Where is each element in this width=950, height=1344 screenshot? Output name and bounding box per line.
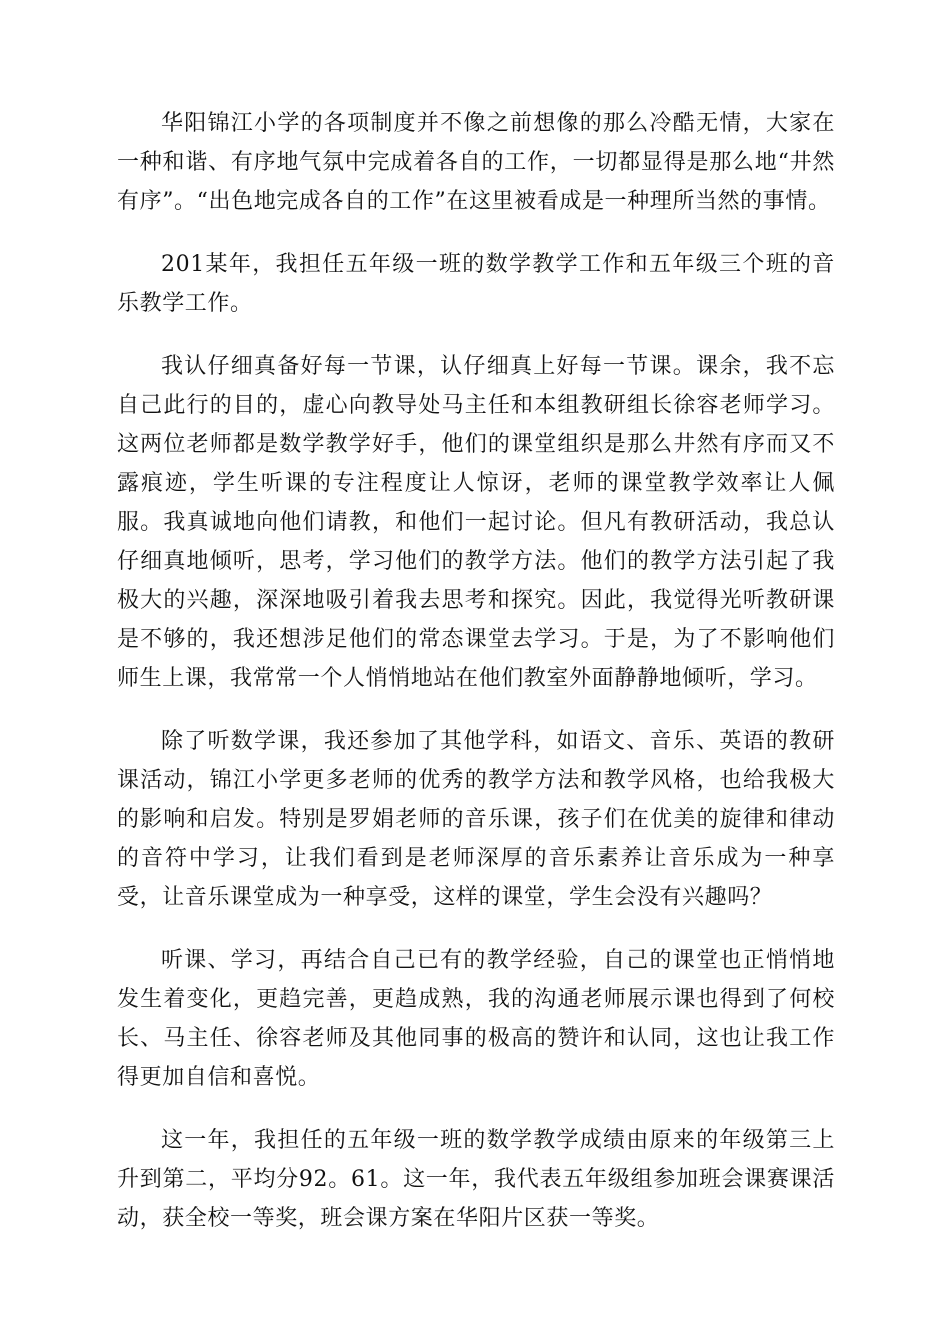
paragraph-5: 听课、学习，再结合自己已有的教学经验，自己的课堂也正悄悄地发生着变化，更趋完善，更趋成熟，我的沟通老师展示课也得到了何校长、马主任、徐容老师及其他同事的极高的赞许和认同，这也让我工作得更加自信和喜悦。 <box>117 948 835 1090</box>
paragraph-6: 这一年，我担任的五年级一班的数学教学成绩由原来的年级第三上升到第二，平均分92。61。这一年，我代表五年级组参加班会课赛课活动，获全校一等奖，班会课方案在华阳片区获一等奖。 <box>117 1128 835 1231</box>
document-body <box>117 104 835 1262</box>
paragraph-4: 除了听数学课，我还参加了其他学科，如语文、音乐、英语的教研课活动，锦江小学更多老师的优秀的教学方法和教学风格，也给我极大的影响和启发。特别是罗娟老师的音乐课，孩子们在优美的旋律和律动的音符中学习，让我们看到是老师深厚的音乐素养让音乐成为一种享受，让音乐课堂成为一种享受，这样的课堂，学生会没有兴趣吗？ <box>117 729 835 910</box>
paragraph-2: 201某年，我担任五年级一班的数学教学工作和五年级三个班的音乐教学工作。 <box>117 252 835 316</box>
paragraph-1: 华阳锦江小学的各项制度并不像之前想像的那么冷酷无情，大家在一种和谐、有序地气氛中完成着各自的工作，一切都显得是那么地“井然有序”。“出色地完成各自的工作”在这里被看成是一种理所当然的事情。 <box>117 111 835 214</box>
paragraph-3: 我认仔细真备好每一节课，认仔细真上好每一节课。课余，我不忘自己此行的目的，虚心向教导处马主任和本组教研组长徐容老师学习。这两位老师都是数学教学好手，他们的课堂组织是那么井然有序而又不露痕迹，学生听课的专注程度让人惊讶，老师的课堂教学效率让人佩服。我真诚地向他们请教，和他们一起讨论。但凡有教研活动，我总认仔细真地倾听，思考，学习他们的教学方法。他们的教学方法引起了我极大的兴趣，深深地吸引着我去思考和探究。因此，我觉得光听教研课是不够的，我还想涉足他们的常态课堂去学习。于是，为了不影响他们师生上课，我常常一个人悄悄地站在他们教室外面静静地倾听，学习。 <box>117 354 835 691</box>
